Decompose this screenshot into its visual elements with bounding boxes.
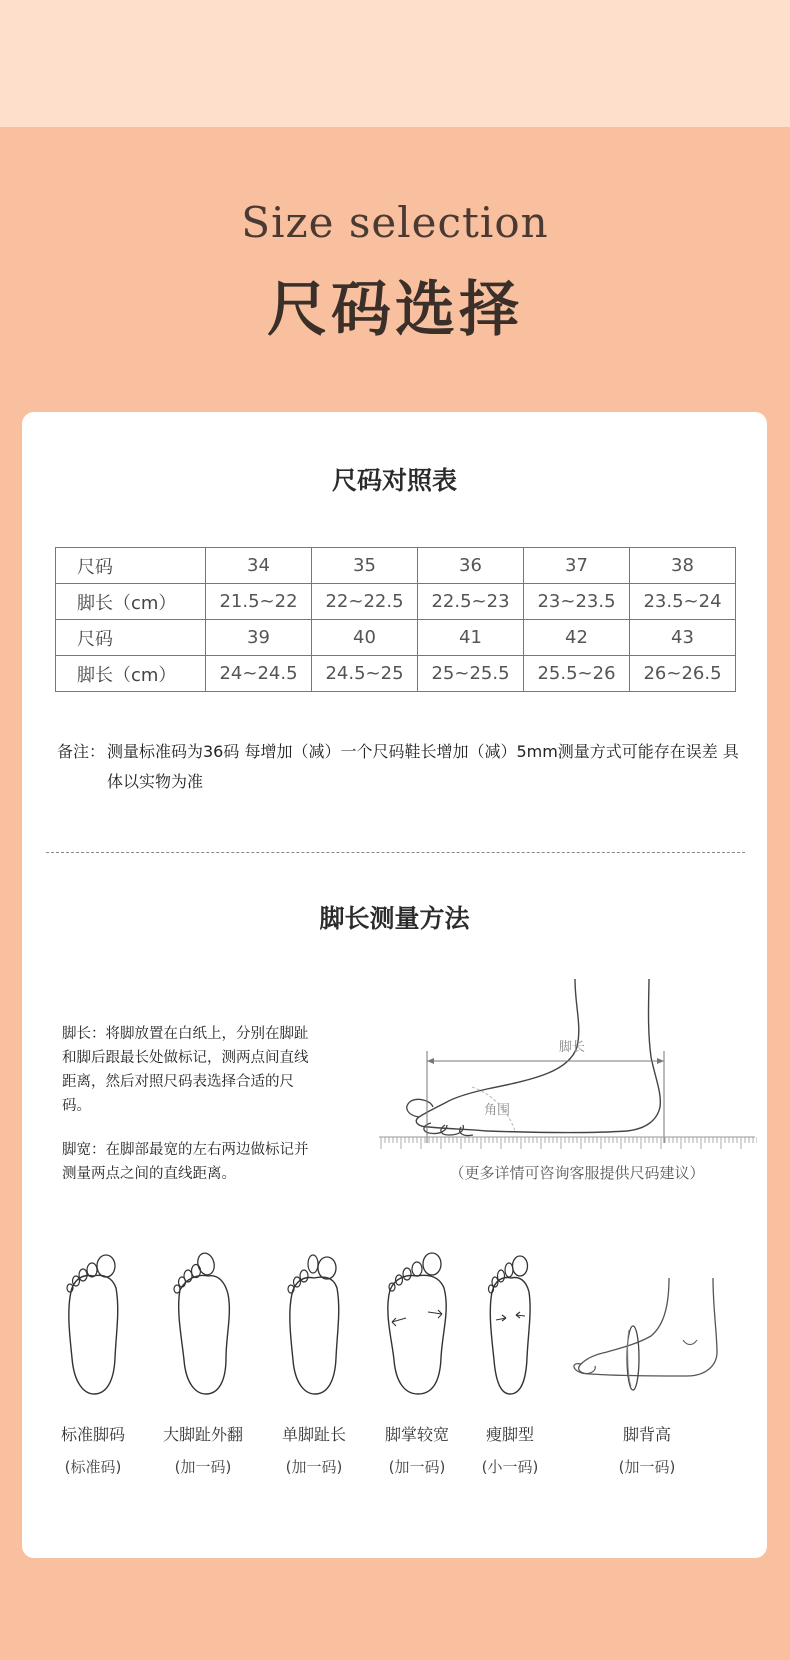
foot-width-instructions: 脚宽：在脚部最宽的左右两边做标记并测量两点之间的直线距离。	[62, 1142, 309, 1182]
divider	[46, 852, 745, 853]
table-cell: 34	[206, 548, 312, 584]
note-text: 测量标准码为36码 每增加（减）一个尺码鞋长增加（减）5mm测量方式可能存在误差 具体以实物为准	[107, 742, 739, 791]
foot-type-standard	[48, 1248, 138, 1477]
size-chart-title: 尺码对照表	[331, 466, 457, 495]
table-cell: 23.5~24	[630, 584, 736, 620]
table-row	[56, 548, 736, 584]
table-row	[56, 656, 736, 692]
table-cell: 24~24.5	[206, 656, 312, 692]
foot-type-advice: (小一码)	[481, 1458, 539, 1476]
foot-type-advice: (加一码)	[285, 1458, 343, 1476]
foot-type-name: 脚背高	[622, 1425, 671, 1444]
table-cell: 43	[630, 620, 736, 656]
table-cell: 22~22.5	[312, 584, 418, 620]
table-cell: 36	[418, 548, 524, 584]
table-cell: 25~25.5	[418, 656, 524, 692]
ruler-ticks	[381, 1137, 757, 1149]
table-cell: 25.5~26	[524, 656, 630, 692]
table-cell: 24.5~25	[312, 656, 418, 692]
foot-type-wide	[372, 1248, 462, 1477]
long-toe-foot-icon	[279, 1248, 349, 1398]
foot-type-name: 单脚趾长	[281, 1425, 346, 1444]
size-chart-table	[55, 547, 736, 692]
note-label: 备注：	[57, 742, 106, 761]
foot-type-long-toe	[266, 1248, 362, 1477]
foot-type-advice: (加一码)	[618, 1458, 676, 1476]
foot-type-bunion	[150, 1248, 256, 1477]
foot-measure-diagram	[377, 967, 757, 1157]
foot-length-instructions: 脚长：将脚放置在白纸上，分别在脚趾和脚后跟最长处做标记，测两点间直线距离，然后对照尺码表选择合适的尺码。	[62, 1026, 309, 1114]
foot-type-advice: (加一码)	[174, 1458, 232, 1476]
bunion-foot-icon	[168, 1248, 238, 1398]
diagram-length-label: 脚长	[558, 1040, 586, 1055]
foot-type-slim	[470, 1248, 550, 1477]
table-cell: 40	[312, 620, 418, 656]
diagram-girth-label: 角围	[483, 1103, 511, 1118]
foot-type-advice: (加一码)	[388, 1458, 446, 1476]
table-cell: 37	[524, 548, 630, 584]
row-label: 脚长（cm）	[56, 656, 206, 692]
page-title-zh: 尺码选择	[267, 275, 523, 345]
table-cell: 38	[630, 548, 736, 584]
foot-type-name: 脚掌较宽	[384, 1425, 449, 1444]
slim-foot-icon	[480, 1248, 540, 1398]
foot-type-name: 大脚趾外翻	[162, 1425, 243, 1444]
page-title-en: Size selection	[241, 198, 549, 247]
foot-type-high-instep	[562, 1248, 732, 1477]
table-cell: 26~26.5	[630, 656, 736, 692]
table-cell: 41	[418, 620, 524, 656]
table-row	[56, 584, 736, 620]
table-cell: 22.5~23	[418, 584, 524, 620]
standard-foot-icon	[58, 1248, 128, 1398]
high-instep-foot-icon	[567, 1248, 727, 1398]
measure-title: 脚长测量方法	[319, 904, 470, 933]
row-label: 脚长（cm）	[56, 584, 206, 620]
table-cell: 23~23.5	[524, 584, 630, 620]
size-note	[57, 737, 747, 797]
top-band	[0, 0, 790, 127]
table-cell: 42	[524, 620, 630, 656]
foot-side-measure-icon	[377, 967, 757, 1157]
foot-type-advice: (标准码)	[64, 1458, 122, 1476]
foot-type-name: 标准脚码	[60, 1425, 125, 1444]
table-cell: 39	[206, 620, 312, 656]
table-cell: 21.5~22	[206, 584, 312, 620]
row-label: 尺码	[56, 548, 206, 584]
table-row	[56, 620, 736, 656]
content-card	[22, 412, 767, 1558]
row-label: 尺码	[56, 620, 206, 656]
table-cell: 35	[312, 548, 418, 584]
consult-hint: （更多详情可咨询客服提供尺码建议）	[449, 1164, 705, 1182]
wide-foot-icon	[382, 1248, 452, 1398]
foot-type-name: 瘦脚型	[485, 1425, 534, 1444]
